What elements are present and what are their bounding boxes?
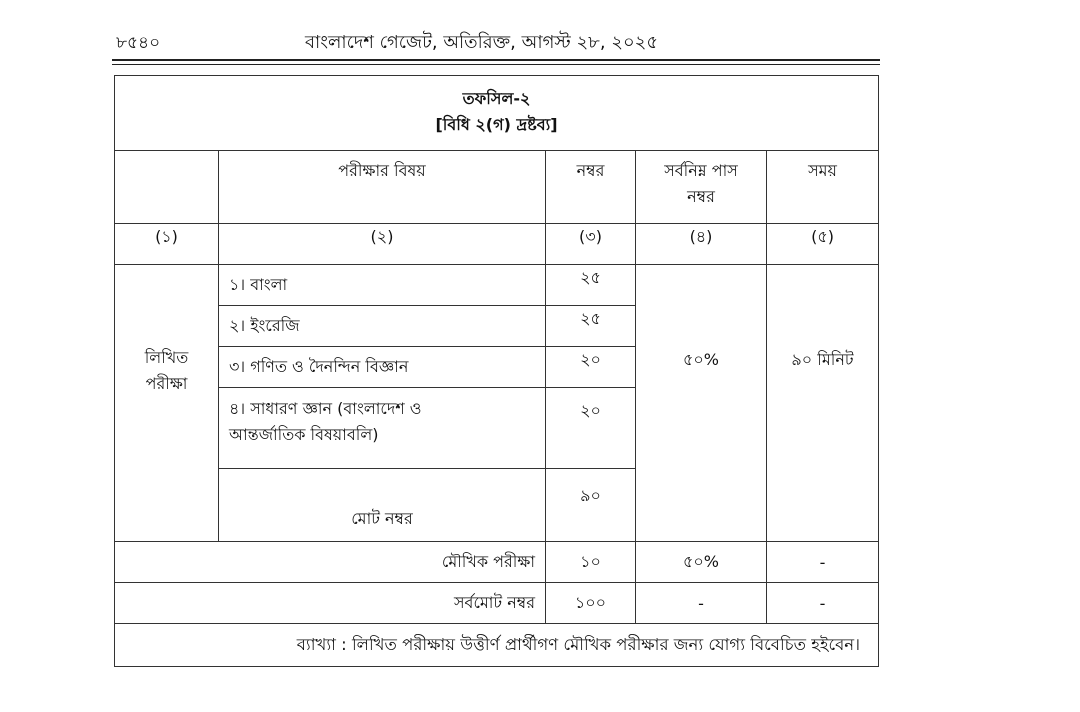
oral-marks: ১০	[546, 542, 636, 583]
subject-general-knowledge-line2: আন্তর্জাতিক বিষয়াবলি)	[229, 425, 379, 444]
header-min-pass	[636, 151, 767, 224]
header-time	[767, 151, 879, 224]
column-number-3: (৩)	[546, 224, 636, 265]
schedule-table	[114, 75, 879, 667]
grand-total-time: -	[767, 583, 879, 624]
written-exam-label-line1: লিখিত	[144, 348, 189, 367]
header-rule-thick	[112, 59, 880, 61]
subject-math-science: ৩। গণিত ও দৈনন্দিন বিজ্ঞান	[219, 347, 546, 388]
subject-bangla: ১। বাংলা	[219, 265, 546, 306]
grand-total-min-pass: -	[636, 583, 767, 624]
schedule-title-cell	[115, 76, 879, 151]
oral-exam-label: মৌখিক পরীক্ষা	[115, 542, 546, 583]
header-subject	[219, 151, 546, 224]
grand-total-marks: ১০০	[546, 583, 636, 624]
marks-general-knowledge: ২০	[546, 388, 636, 469]
gazette-header-title: বাংলাদেশ গেজেট, অতিরিক্ত, আগস্ট ২৮, ২০২৫	[305, 32, 659, 53]
page-number: ৮৫৪০	[116, 33, 161, 53]
column-number-5: (৫)	[767, 224, 879, 265]
header-blank-cell	[115, 151, 219, 224]
header-min-pass-line1: সর্বনিম্ন পাস	[664, 161, 738, 180]
written-total-label: মোট নম্বর	[351, 509, 413, 528]
subject-english: ২। ইংরেজি	[219, 306, 546, 347]
marks-english: ২৫	[546, 306, 636, 347]
column-number-4: (৪)	[636, 224, 767, 265]
written-exam-label	[115, 265, 219, 542]
grand-total-label: সর্বমোট নম্বর	[115, 583, 546, 624]
header-marks	[546, 151, 636, 224]
header-subject-label: পরীক্ষার বিষয়	[338, 161, 426, 180]
written-time: ৯০ মিনিট	[767, 265, 879, 542]
written-min-pass: ৫০%	[636, 265, 767, 542]
written-exam-label-line2: পরীক্ষা	[145, 374, 188, 393]
explanation-note: ব্যাখ্যা : লিখিত পরীক্ষায় উত্তীর্ণ প্রার্থীগণ মৌখিক পরীক্ষার জন্য যোগ্য বিবেচিত হইবেন।	[115, 624, 879, 667]
header-min-pass-label	[636, 151, 766, 210]
oral-min-pass: ৫০%	[636, 542, 767, 583]
marks-math-science: ২০	[546, 347, 636, 388]
marks-bangla: ২৫	[546, 265, 636, 306]
header-min-pass-line2: নম্বর	[687, 187, 715, 206]
written-total-marks: ৯০	[546, 469, 636, 542]
header-marks-label: নম্বর	[576, 161, 605, 180]
column-number-2: (২)	[219, 224, 546, 265]
header-rule-thin	[112, 64, 880, 65]
written-total-label-cell	[219, 469, 546, 542]
header-time-label: সময়	[808, 161, 837, 180]
oral-time: -	[767, 542, 879, 583]
subject-general-knowledge	[219, 388, 546, 469]
subject-general-knowledge-line1: ৪। সাধারণ জ্ঞান (বাংলাদেশ ও	[229, 399, 422, 418]
schedule-title: তফসিল-২	[462, 89, 531, 108]
schedule-subtitle: [বিধি ২(গ) দ্রষ্টব্য]	[435, 115, 558, 134]
column-number-1: (১)	[115, 224, 219, 265]
